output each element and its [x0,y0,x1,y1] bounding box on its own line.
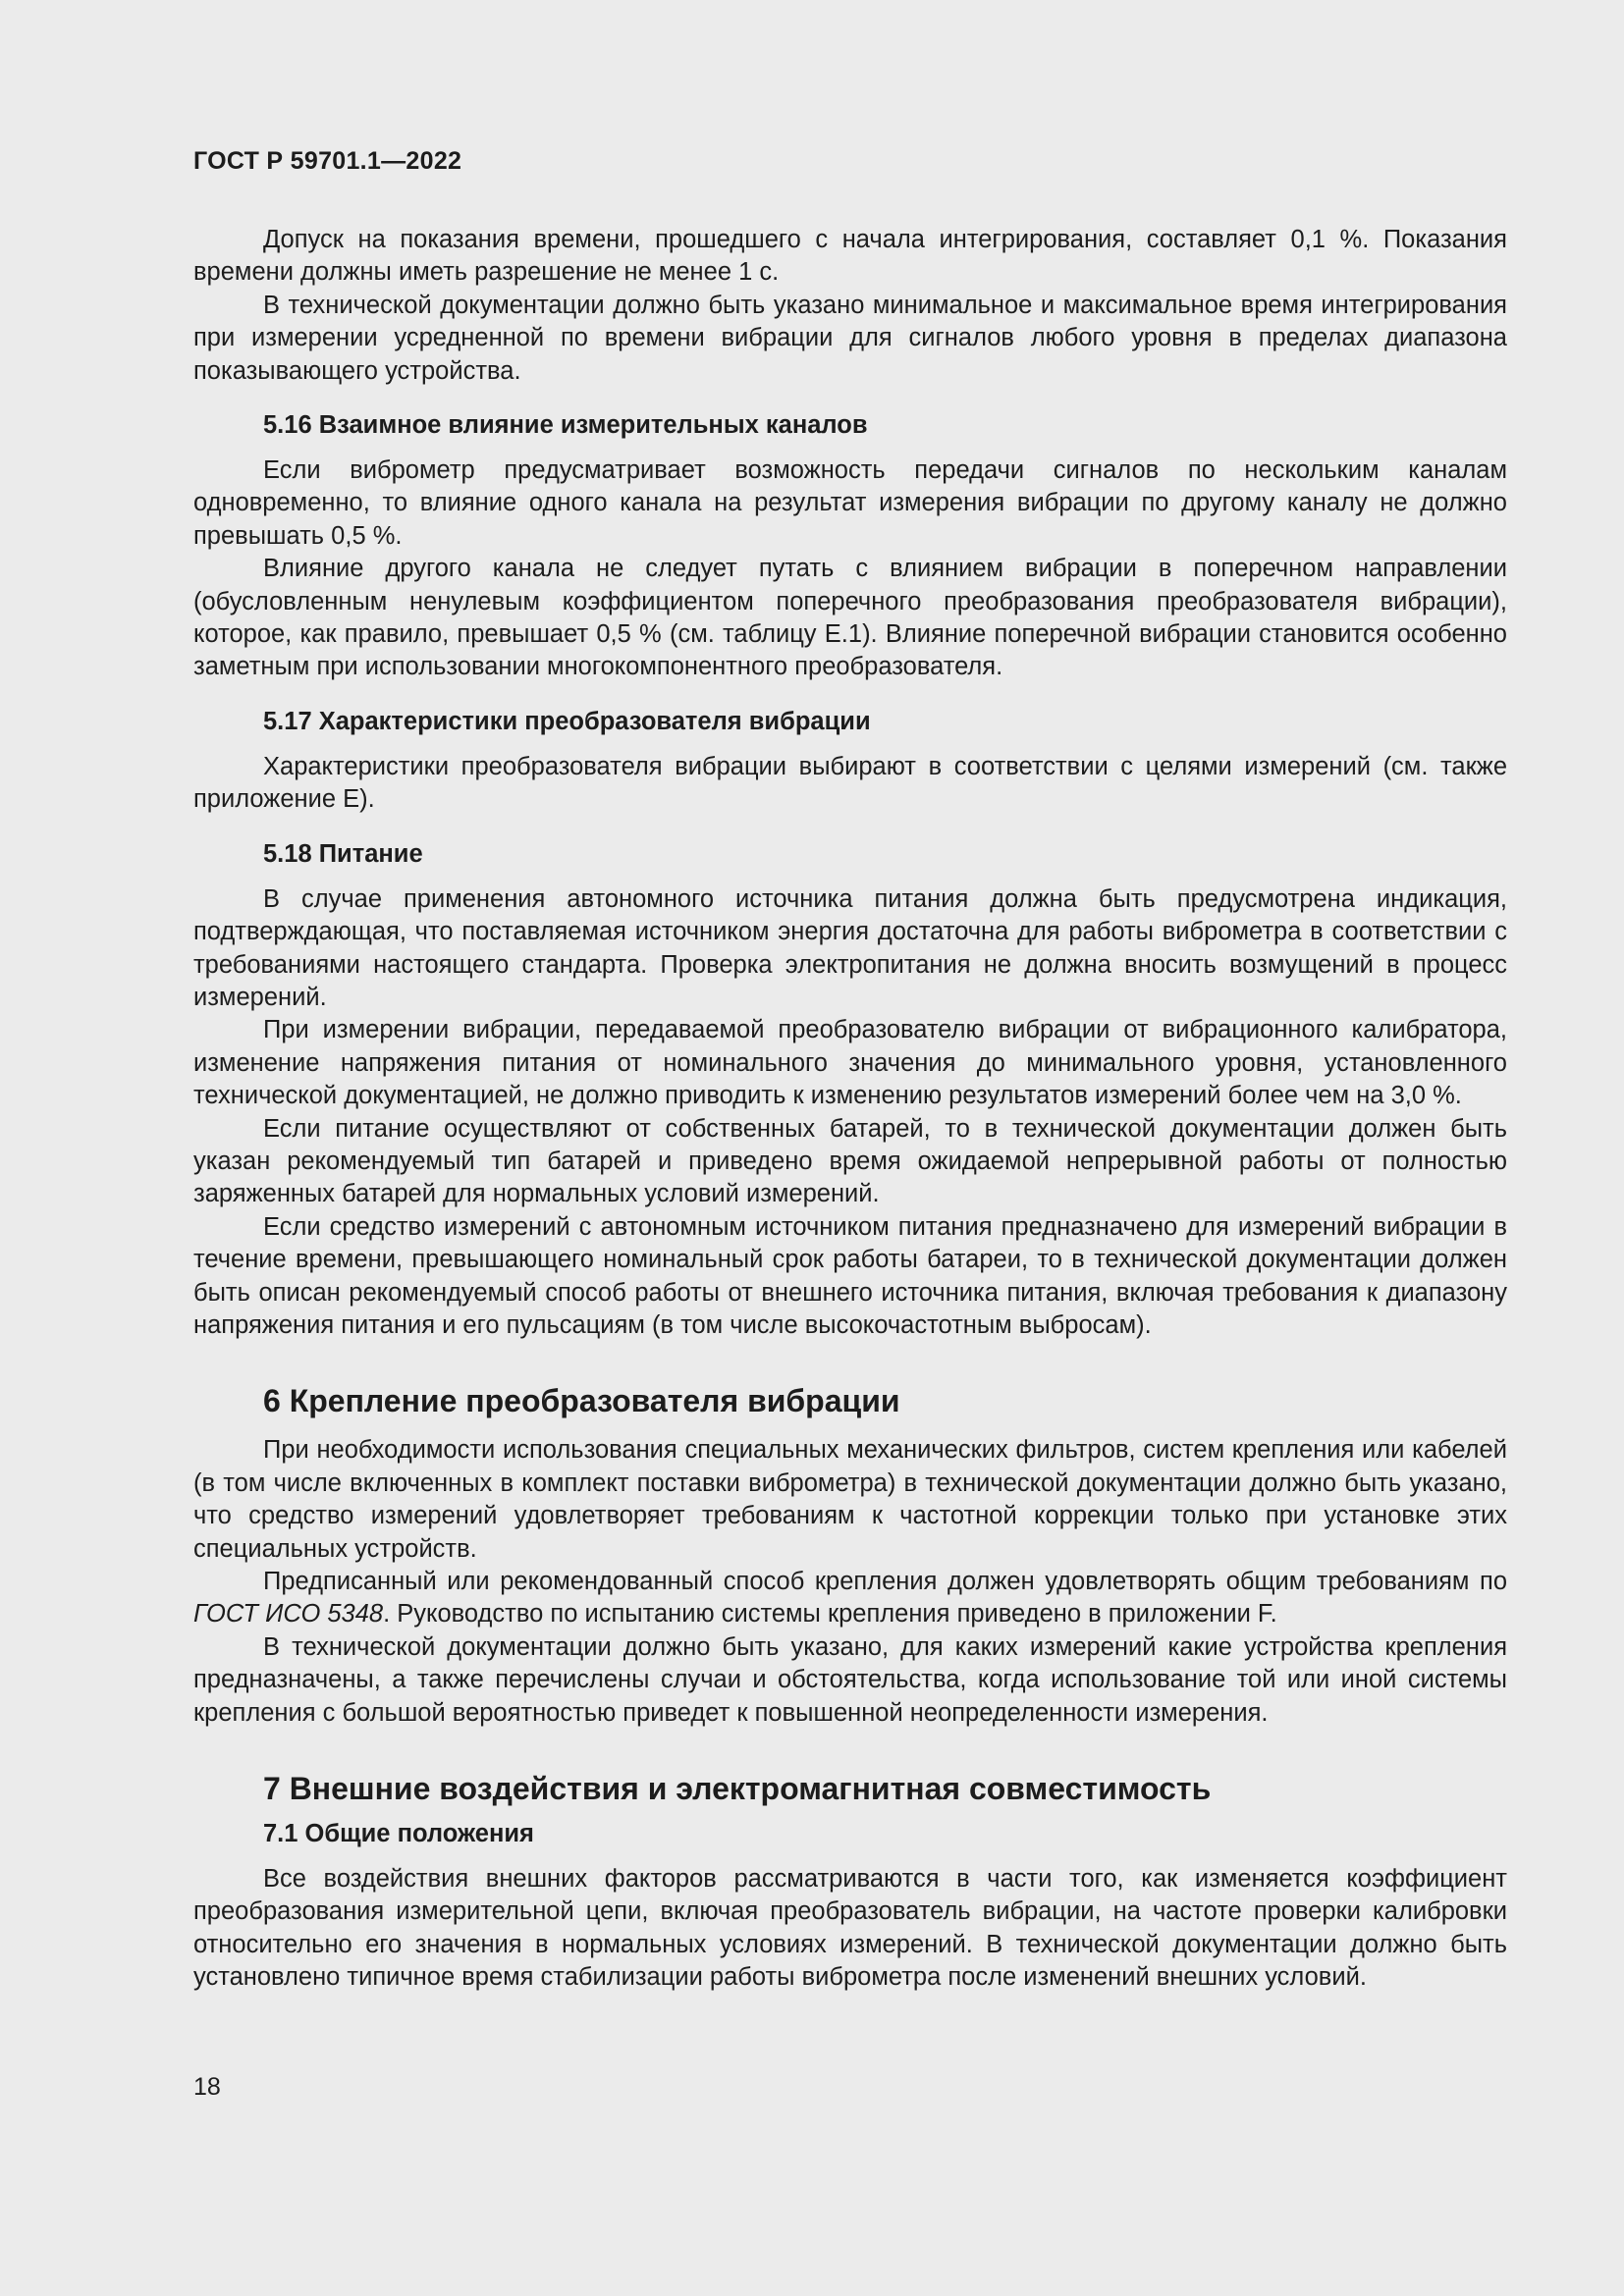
paragraph-with-reference [193,1566,1507,1631]
chapter-heading-6: 6 Крепление преобразователя вибрации [263,1383,900,1419]
section-heading-5-16: 5.16 Взаимное влияние измерительных каналов [263,411,868,440]
section-heading-5-18: 5.18 Питание [263,839,423,868]
paragraph: При измерении вибрации, передаваемой преобразователю вибрации от вибрационного калибратора, изменение напряжения питания от номинального значения до минимального уровня, установленного технической документацией, не должно приводить к изменению результатов измерений более чем на 3,0 %. [193,1016,1507,1110]
paragraph-text: Предписанный или рекомендованный способ крепления должен удовлетворять общим требованиям по [263,1568,1507,1595]
paragraph: Если средство измерений с автономным источником питания предназначено для измерений вибрации в течение времени, превышающего номинальный срок работы батареи, то в технической документации должен быть описан рекомендуемый способ работы от внешнего источника питания, включая требования к диапазону напряжения питания и его пульсациям (в том числе высокочастотным выбросам). [193,1212,1507,1339]
paragraph: Характеристики преобразователя вибрации выбирают в соответствии с целями измерений (см. также приложение Е). [193,752,1507,814]
paragraph: Если питание осуществляют от собственных батарей, то в технической документации должен быть указан рекомендуемый тип батарей и приведено время ожидаемой непрерывной работы от полностью заряженных батарей для нормальных условий измерений. [193,1114,1507,1208]
paragraph: Влияние другого канала не следует путать с влиянием вибрации в поперечном направлении (обусловленным ненулевым коэффициентом поперечного преобразования преобразователя вибрации), которое, как правило, превышает 0,5 % (см. таблицу Е.1). Влияние поперечной вибрации становится особенно заметным при использовании многокомпонентного преобразователя. [193,555,1507,681]
chapter-heading-7: 7 Внешние воздействия и электромагнитная совместимость [263,1771,1212,1807]
paragraph-text: . Руководство по испытанию системы крепления приведено в приложении F. [383,1600,1277,1629]
page-number: 18 [193,2073,221,2101]
paragraph: Допуск на показания времени, прошедшего с начала интегрирования, составляет 0,1 %. Показания времени должны иметь разрешение не менее 1 с. [193,226,1507,287]
paragraph: В случае применения автономного источника питания должна быть предусмотрена индикация, подтверждающая, что поставляемая источником энергия достаточна для работы виброметра в соответствии с требованиями настоящего стандарта. Проверка электропитания не должна вносить возмущений в процесс измерений. [193,884,1507,1011]
paragraph: В технической документации должно быть указано минимальное и максимальное время интегрирования при измерении усредненной по времени вибрации для сигналов любого уровня в пределах диапазона показывающего устройства. [193,291,1507,385]
paragraph: Если виброметр предусматривает возможность передачи сигналов по нескольким каналам одновременно, то влияние одного канала на результат измерения вибрации по другому каналу не должно превышать 0,5 %. [193,456,1507,550]
paragraph: Все воздействия внешних факторов рассматриваются в части того, как изменяется коэффициент преобразования измерительной цепи, включая преобразователь вибрации, на частоте проверки калибровки относительно его значения в нормальных условиях измерений. В технической документации должно быть установлено типичное время стабилизации работы виброметра после изменений внешних условий. [193,1865,1507,1992]
section-heading-7-1: 7.1 Общие положения [263,1820,534,1848]
paragraph: В технической документации должно быть указано, для каких измерений какие устройства крепления предназначены, а также перечислены случаи и обстоятельства, когда использование той или иной системы крепления с большой вероятностью приведет к повышенной неопределенности измерения. [193,1632,1507,1727]
standard-reference-link: ГОСТ ИСО 5348 [193,1600,384,1629]
document-body [193,224,1507,1995]
paragraph: При необходимости использования специальных механических фильтров, систем крепления или кабелей (в том числе включенных в комплект поставки виброметра) в технической документации должно быть указано, что средство измерений удовлетворяет требованиям к частотной коррекции только при установке этих специальных устройств. [193,1436,1507,1563]
section-heading-5-17: 5.17 Характеристики преобразователя вибрации [263,707,871,735]
document-header: ГОСТ Р 59701.1—2022 [193,147,462,175]
